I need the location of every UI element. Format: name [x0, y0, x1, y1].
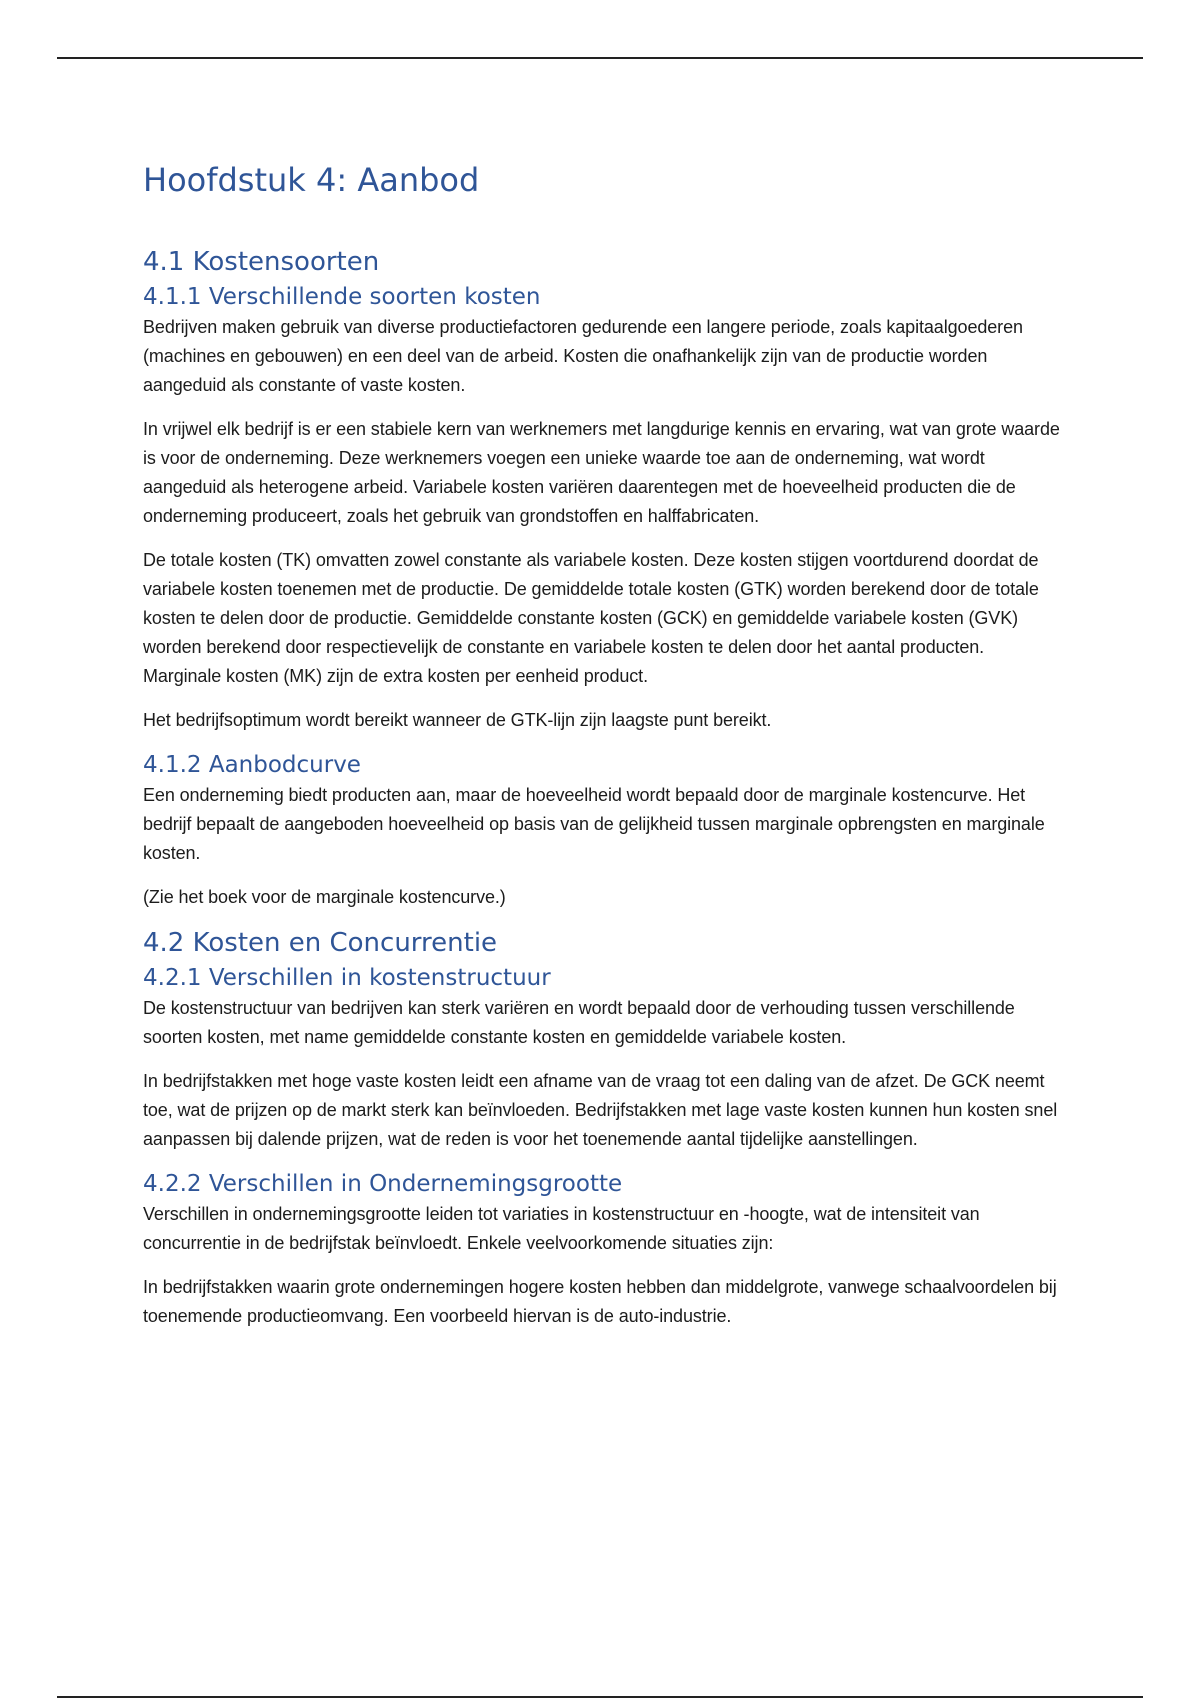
subsection-title: 4.1.2 Aanbodcurve	[143, 752, 361, 778]
section-kostensoorten	[143, 246, 1063, 912]
paragraph: (Zie het boek voor de marginale kostencurve.)	[143, 887, 506, 907]
paragraph: In vrijwel elk bedrijf is er een stabiele kern van werknemers met langdurige kennis en ervaring, wat van grote waarde is voor de onderneming. Deze werknemers voegen een unieke waarde toe aan de onderneming, wat wordt aangeduid als heterogene arbeid. Variabele kosten variëren daarentegen met de hoeveelheid producten die de onderneming produceert, zoals het gebruik van grondstoffen en halffabricaten.	[143, 419, 1060, 526]
subsection-title: 4.2.2 Verschillen in Ondernemingsgrootte	[143, 1171, 623, 1197]
paragraph: Bedrijven maken gebruik van diverse productiefactoren gedurende een langere periode, zoals kapitaalgoederen (machines en gebouwen) en een deel van de arbeid. Kosten die onafhankelijk zijn van de productie worden aangeduid als constante of vaste kosten.	[143, 317, 1023, 395]
section-title: 4.2 Kosten en Concurrentie	[143, 928, 498, 958]
paragraph: Verschillen in ondernemingsgrootte leiden tot variaties in kostenstructuur en -hoogte, wat de intensiteit van concurrentie in de bedrijfstak beïnvloedt. Enkele veelvoorkomende situaties zijn:	[143, 1204, 980, 1253]
header-rule	[57, 57, 1143, 59]
subsection-verschillende-soorten-kosten	[143, 282, 1063, 735]
paragraph: Een onderneming biedt producten aan, maar de hoeveelheid wordt bepaald door de marginale kostencurve. Het bedrijf bepaalt de aangeboden hoeveelheid op basis van de gelijkheid tussen marginale opbrengsten en marginale kosten.	[143, 785, 1045, 863]
section-title: 4.1 Kostensoorten	[143, 247, 380, 277]
subsection-verschillen-in-kostenstructuur	[143, 963, 1063, 1154]
paragraph: In bedrijfstakken waarin grote ondernemingen hogere kosten hebben dan middelgrote, vanwege schaalvoordelen bij toenemende productieomvang. Een voorbeeld hiervan is de auto-industrie.	[143, 1277, 1057, 1326]
footer-rule	[57, 1696, 1143, 1698]
paragraph: De totale kosten (TK) omvatten zowel constante als variabele kosten. Deze kosten stijgen voortdurend doordat de variabele kosten toenemen met de productie. De gemiddelde totale kosten (GTK) worden berekend door de totale kosten te delen door de productie. Gemiddelde constante kosten (GCK) en gemiddelde variabele kosten (GVK) worden berekend door respectievelijk de constante en variabele kosten te delen door het aantal producten. Marginale kosten (MK) zijn de extra kosten per eenheid product.	[143, 550, 1039, 686]
subsection-title: 4.1.1 Verschillende soorten kosten	[143, 284, 541, 310]
chapter-title: Hoofdstuk 4: Aanbod	[143, 161, 480, 199]
document-body	[143, 160, 1063, 1346]
subsection-aanbodcurve	[143, 750, 1063, 912]
paragraph: In bedrijfstakken met hoge vaste kosten leidt een afname van de vraag tot een daling van de afzet. De GCK neemt toe, wat de prijzen op de markt sterk kan beïnvloeden. Bedrijfstakken met lage vaste kosten kunnen hun kosten snel aanpassen bij dalende prijzen, wat de reden is voor het toenemende aantal tijdelijke aanstellingen.	[143, 1071, 1058, 1149]
paragraph: De kostenstructuur van bedrijven kan sterk variëren en wordt bepaald door de verhouding tussen verschillende soorten kosten, met name gemiddelde constante kosten en gemiddelde variabele kosten.	[143, 998, 1015, 1047]
subsection-title: 4.2.1 Verschillen in kostenstructuur	[143, 965, 551, 991]
paragraph: Het bedrijfsoptimum wordt bereikt wanneer de GTK-lijn zijn laagste punt bereikt.	[143, 710, 772, 730]
subsection-verschillen-in-ondernemingsgrootte	[143, 1169, 1063, 1331]
section-kosten-en-concurrentie	[143, 927, 1063, 1331]
